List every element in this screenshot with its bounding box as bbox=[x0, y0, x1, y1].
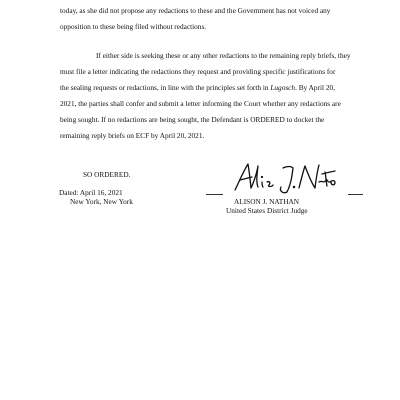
dated-label: Dated: April 16, 2021 bbox=[59, 188, 123, 197]
handwritten-signature-icon bbox=[231, 160, 341, 196]
signature-line-right bbox=[348, 194, 363, 195]
paragraph-2 bbox=[60, 48, 360, 144]
paragraph-1 bbox=[60, 3, 360, 35]
paragraph-2-line-3-pre: the sealing requests or redactions, in line with the principles set forth in bbox=[60, 83, 271, 92]
paragraph-1-line-2: opposition to these being filed without redactions. bbox=[60, 22, 207, 31]
signature-line-left bbox=[206, 194, 223, 195]
paragraph-2-line-4: 2021, the parties shall confer and submit a letter informing the Court whether any redactions are bbox=[60, 99, 341, 108]
dated-location: New York, New York bbox=[70, 197, 133, 206]
so-ordered-text: SO ORDERED. bbox=[83, 170, 131, 179]
signature-block bbox=[206, 158, 366, 218]
paragraph-2-line-2: must file a letter indicating the redactions they request and providing specific justifications for bbox=[60, 67, 336, 76]
case-citation-lugosch: Lugosch bbox=[270, 83, 296, 92]
dated-block bbox=[59, 188, 133, 206]
paragraph-2-line-3-post: . By April 20, bbox=[295, 83, 336, 92]
order-body bbox=[60, 3, 360, 144]
judge-title: United States District Judge bbox=[226, 206, 308, 215]
paragraph-2-line-1: If either side is seeking these or any other redactions to the remaining reply briefs, they bbox=[96, 51, 351, 60]
paragraph-1-line-1: today, as she did not propose any redactions to these and the Government has not voiced any bbox=[60, 6, 331, 15]
paragraph-2-line-5: being sought. If no redactions are being sought, the Defendant is ORDERED to docket the bbox=[60, 115, 325, 124]
judge-name: ALISON J. NATHAN bbox=[234, 197, 300, 206]
paragraph-2-line-6: remaining reply briefs on ECF by April 20, 2021. bbox=[60, 131, 205, 140]
paragraph-2-line-3 bbox=[60, 80, 360, 96]
